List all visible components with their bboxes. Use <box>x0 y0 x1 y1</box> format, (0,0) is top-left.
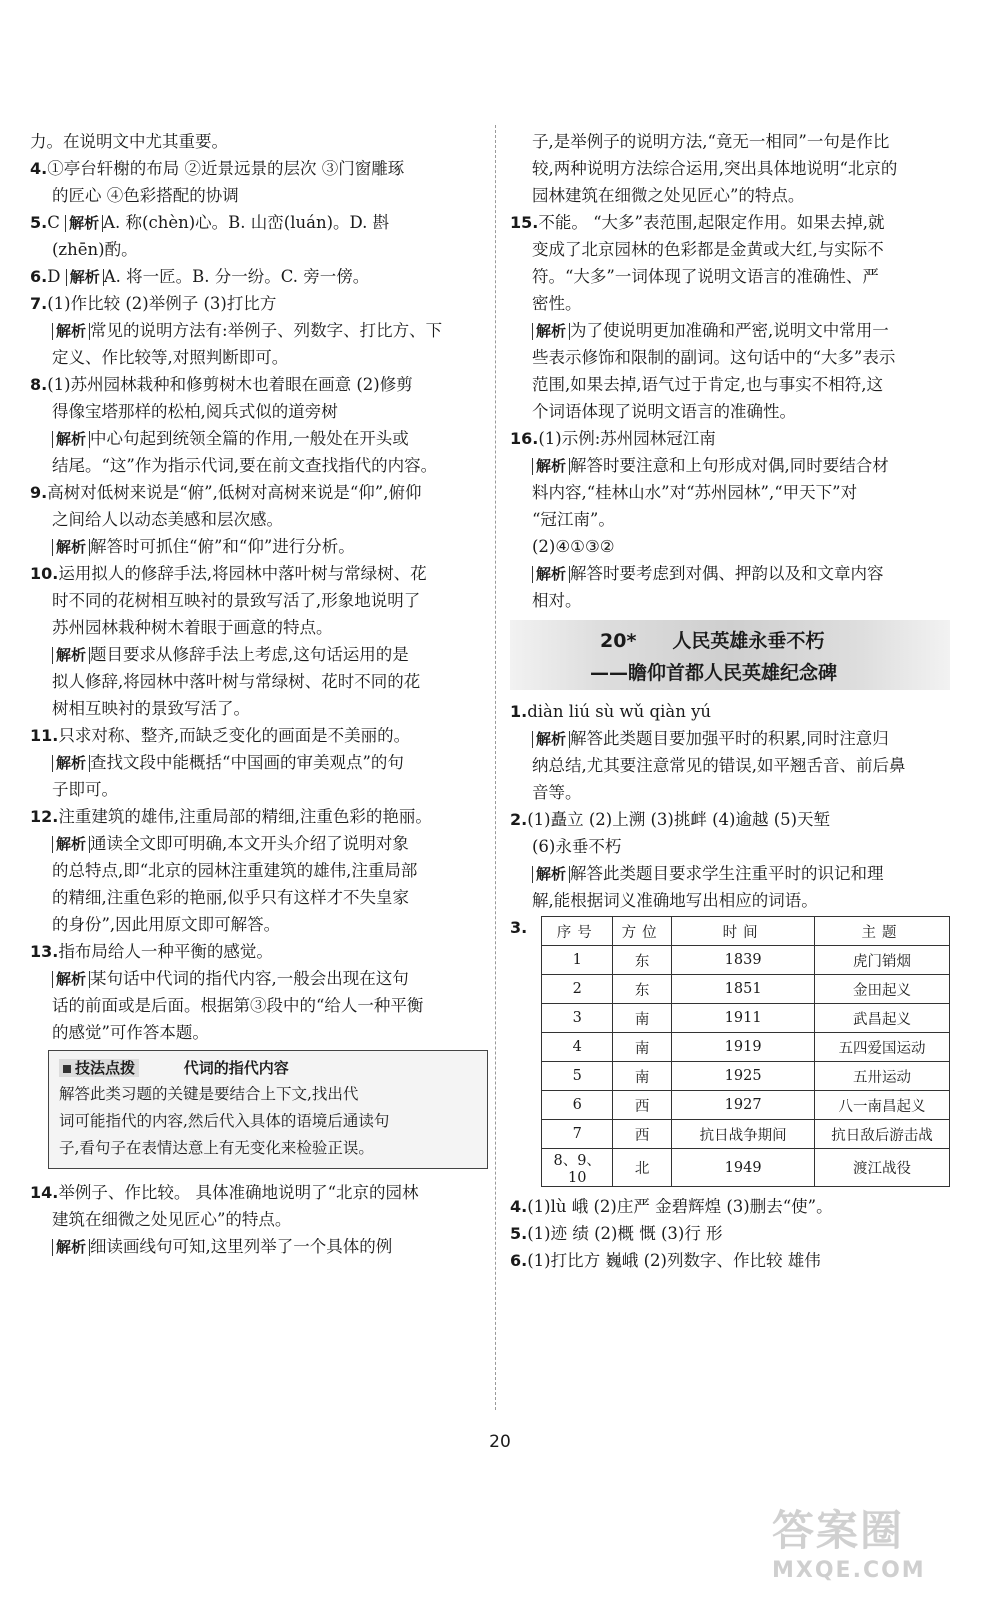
answer-text: 树相互映衬的景致写活了。 <box>52 699 250 718</box>
table-cell: 1839 <box>672 946 815 975</box>
question-number: 11. <box>30 726 59 745</box>
table-row <box>542 975 950 1004</box>
answer-line <box>30 857 492 884</box>
answer-text: (1)苏州园林栽种和修剪树木也着眼在画意 (2)修剪 <box>47 375 413 394</box>
question-number: 16. <box>510 429 539 448</box>
answer-text: 的匠心 ④色彩搭配的协调 <box>52 186 239 205</box>
answer-text: 范围,如果去掉,语气过于肯定,也与事实不相符,这 <box>532 375 883 394</box>
answer-line <box>30 371 492 398</box>
question-3-block <box>510 914 950 1193</box>
answer-line <box>30 776 492 803</box>
question-number: 6. <box>510 1251 528 1270</box>
answer-text: 料内容,“桂林山水”对“苏州园林”,“甲天下”对 <box>532 483 858 502</box>
table-cell: 1919 <box>672 1033 815 1062</box>
right-answers-mid <box>510 698 950 914</box>
right-answers-bottom <box>510 1193 950 1274</box>
answer-line <box>30 938 492 965</box>
answer-line <box>30 1179 492 1206</box>
table-header-cell: 主题 <box>815 917 950 946</box>
answer-line <box>510 698 950 725</box>
section-subtitle: ——瞻仰首都人民英雄纪念碑 <box>590 662 838 684</box>
tip-line: 子,看句子在表情达意上有无变化来检验正误。 <box>59 1139 374 1157</box>
answer-line <box>30 209 492 236</box>
answer-line <box>30 236 492 263</box>
analysis-tag: 解析 <box>52 1239 90 1256</box>
answer-line <box>510 1247 950 1274</box>
analysis-tag: 解析 <box>532 566 570 583</box>
answer-line <box>510 290 950 317</box>
answer-line <box>30 560 492 587</box>
table-row <box>542 946 950 975</box>
answer-text: 些表示修饰和限制的副词。这句话中的“大多”表示 <box>532 348 896 367</box>
answer-text: 园林建筑在细微之处见匠心”的特点。 <box>532 186 805 205</box>
answer-text: 密性。 <box>532 294 582 313</box>
answer-line <box>30 722 492 749</box>
table-row <box>542 1120 950 1149</box>
answer-line <box>510 263 950 290</box>
left-answers-bottom <box>30 1179 492 1260</box>
answer-line <box>30 911 492 938</box>
answer-line <box>510 1193 950 1220</box>
table-cell: 抗日战争期间 <box>672 1120 815 1149</box>
analysis-tag: 解析 <box>52 755 90 772</box>
table-cell: 4 <box>542 1033 613 1062</box>
answer-line <box>30 830 492 857</box>
answer-line <box>30 263 492 290</box>
answer-line <box>30 128 492 155</box>
analysis-text: 题目要求从修辞手法上考虑,这句话运用的是 <box>90 645 409 664</box>
answer-text: ①亭台轩榭的布局 ②近景远景的层次 ③门窗雕琢 <box>47 159 405 178</box>
analysis-tag: 解析 <box>532 731 570 748</box>
tip-line: 词可能指代的内容,然后代入具体的语境后通读句 <box>59 1112 390 1130</box>
left-answers-top <box>30 128 492 1046</box>
question-number: 8. <box>30 375 48 394</box>
answer-line <box>510 317 950 344</box>
answer-line <box>30 425 492 452</box>
question-number: 2. <box>510 810 528 829</box>
answer-line <box>510 506 950 533</box>
analysis-tag: 解析 <box>532 323 570 340</box>
analysis-tag: 解析 <box>52 539 90 556</box>
analysis-text: 中心句起到统领全篇的作用,一般处在开头或 <box>90 429 409 448</box>
answer-text: “冠江南”。 <box>532 510 615 529</box>
question-number: 6. <box>30 267 48 286</box>
analysis-tag: 解析 <box>52 971 90 988</box>
answer-text: 的精细,注重色彩的艳丽,似乎只有这样才不失皇家 <box>52 888 409 907</box>
answer-text: (2)④①③② <box>532 537 615 556</box>
answer-text: D <box>47 267 66 286</box>
table-cell: 2 <box>542 975 613 1004</box>
analysis-text: A. 将一匠。B. 分一纷。C. 旁一傍。 <box>103 267 370 286</box>
answer-line <box>510 1220 950 1247</box>
answer-line <box>30 884 492 911</box>
analysis-tag: 解析 <box>65 215 103 232</box>
answer-line <box>510 833 950 860</box>
analysis-tag: 解析 <box>532 458 570 475</box>
question-number: 10. <box>30 564 59 583</box>
answer-line <box>30 398 492 425</box>
table-cell: 渡江战役 <box>815 1149 950 1187</box>
answer-text: 之间给人以动态美感和层次感。 <box>52 510 283 529</box>
answer-text: (1)矗立 (2)上溯 (3)挑衅 (4)逾越 (5)天堑 <box>527 810 831 829</box>
answer-text: 建筑在细微之处见匠心”的特点。 <box>52 1210 292 1229</box>
answer-line <box>30 479 492 506</box>
analysis-text: 通读全文即可明确,本文开头介绍了说明对象 <box>90 834 409 853</box>
answer-line <box>510 887 950 914</box>
table-cell: 1949 <box>672 1149 815 1187</box>
answer-text: 举例子、作比较。 具体准确地说明了“北京的园林 <box>58 1183 419 1202</box>
answer-text: C <box>47 213 66 232</box>
answer-text: 的感觉”可作答本题。 <box>52 1023 209 1042</box>
section-heading <box>510 620 950 690</box>
answer-line <box>510 128 950 155</box>
analysis-text: 解答此类题目要求学生注重平时的识记和理 <box>570 864 884 883</box>
analysis-text: 解答时要注意和上句形成对偶,同时要结合材 <box>570 456 889 475</box>
answer-line <box>510 398 950 425</box>
question-number: 15. <box>510 213 539 232</box>
right-column <box>510 128 950 1274</box>
answer-text: 定义、作比较等,对照判断即可。 <box>52 348 289 367</box>
tip-title: 代词的指代内容 <box>183 1059 289 1077</box>
table-cell: 虎门销烟 <box>815 946 950 975</box>
answer-text: 个词语体现了说明文语言的准确性。 <box>532 402 796 421</box>
table-cell: 北 <box>613 1149 672 1187</box>
answer-text: 较,两种说明方法综合运用,突出具体地说明“北京的 <box>532 159 898 178</box>
answer-line <box>510 452 950 479</box>
answer-line <box>510 725 950 752</box>
table-header-cell: 序号 <box>542 917 613 946</box>
table-row <box>542 1033 950 1062</box>
answer-line <box>510 236 950 263</box>
answer-line <box>30 290 492 317</box>
answer-text: 不能。 “大多”表范围,起限定作用。如果去掉,就 <box>538 213 885 232</box>
monument-table <box>541 916 950 1187</box>
answer-line <box>510 533 950 560</box>
table-row <box>542 1062 950 1091</box>
answer-line <box>30 614 492 641</box>
answer-text: 力。在说明文中尤其重要。 <box>30 132 228 151</box>
answer-text: 音等。 <box>532 783 582 802</box>
answer-text: (1)迹 绩 (2)概 慨 (3)行 形 <box>527 1224 723 1243</box>
answer-line <box>30 992 492 1019</box>
analysis-tag: 解析 <box>66 269 104 286</box>
tip-box <box>48 1050 488 1169</box>
answer-line <box>30 965 492 992</box>
question-number: 14. <box>30 1183 59 1202</box>
analysis-tag: 解析 <box>52 836 90 853</box>
table-cell: 金田起义 <box>815 975 950 1004</box>
answer-text: (zhēn)酌。 <box>52 240 138 259</box>
table-cell: 八一南昌起义 <box>815 1091 950 1120</box>
table-header-cell: 方位 <box>613 917 672 946</box>
analysis-tag: 解析 <box>532 866 570 883</box>
table-body <box>542 946 950 1187</box>
tip-label-text: 技法点拨 <box>75 1059 136 1077</box>
answer-line <box>30 695 492 722</box>
table-cell: 东 <box>613 946 672 975</box>
answer-text: 纳总结,尤其要注意常见的错误,如平翘舌音、前后鼻 <box>532 756 906 775</box>
tip-body <box>59 1081 477 1162</box>
table-cell: 8、9、10 <box>542 1149 613 1187</box>
page-number: 20 <box>489 1432 511 1452</box>
table-cell: 南 <box>613 1033 672 1062</box>
answer-line <box>510 344 950 371</box>
table-cell: 西 <box>613 1091 672 1120</box>
table-cell: 7 <box>542 1120 613 1149</box>
watermark-text: 答案圈 <box>772 1506 905 1555</box>
table-cell: 5 <box>542 1062 613 1091</box>
question-number: 1. <box>510 702 528 721</box>
table-row <box>542 1004 950 1033</box>
section-title-line <box>600 626 824 653</box>
table-cell: 1851 <box>672 975 815 1004</box>
answer-text: 的总特点,即“北京的园林注重建筑的雄伟,注重局部 <box>52 861 418 880</box>
analysis-tag: 解析 <box>52 647 90 664</box>
answer-text: 子,是举例子的说明方法,“竟无一相同”一句是作比 <box>532 132 890 151</box>
analysis-text: A. 称(chèn)心。B. 山峦(luán)。D. 斟 <box>103 213 390 232</box>
table-row <box>542 1149 950 1187</box>
answer-line <box>510 155 950 182</box>
answer-line <box>510 425 950 452</box>
answer-line <box>510 479 950 506</box>
answer-line <box>30 1233 492 1260</box>
analysis-tag: 解析 <box>52 323 90 340</box>
answer-line <box>30 749 492 776</box>
analysis-text: 常见的说明方法有:举例子、列数字、打比方、下 <box>90 321 443 340</box>
question-number: 4. <box>30 159 48 178</box>
answer-text: diàn liú sù wǔ qiàn yú <box>527 702 712 721</box>
analysis-text: 解答此类题目要加强平时的积累,同时注意归 <box>570 729 889 748</box>
answer-line <box>30 155 492 182</box>
answer-text: (1)示例:苏州园林冠江南 <box>538 429 716 448</box>
table-cell: 3 <box>542 1004 613 1033</box>
question-number: 7. <box>30 294 48 313</box>
analysis-tag: 解析 <box>52 431 90 448</box>
answer-line <box>30 1206 492 1233</box>
answer-text: 运用拟人的修辞手法,将园林中落叶树与常绿树、花 <box>58 564 427 583</box>
table-cell: 1 <box>542 946 613 975</box>
answer-line <box>30 668 492 695</box>
question-number: 9. <box>30 483 48 502</box>
answer-text: 相对。 <box>532 591 582 610</box>
answer-line <box>510 371 950 398</box>
answer-line <box>510 209 950 236</box>
analysis-text: 为了使说明更加准确和严密,说明文中常用一 <box>570 321 889 340</box>
square-icon <box>63 1065 71 1073</box>
table-cell: 1911 <box>672 1004 815 1033</box>
answer-text: (6)永垂不朽 <box>532 837 622 856</box>
analysis-text: 解答时可抓住“俯”和“仰”进行分析。 <box>90 537 355 556</box>
answer-text: (1)打比方 巍峨 (2)列数字、作比较 雄伟 <box>527 1251 821 1270</box>
section-title: 人民英雄永垂不朽 <box>672 630 825 652</box>
question-number: 4. <box>510 1197 528 1216</box>
table-cell: 西 <box>613 1120 672 1149</box>
answer-text: 结尾。“这”作为指示代词,要在前文查找指代的内容。 <box>52 456 438 475</box>
answer-line <box>30 452 492 479</box>
question-number: 3. <box>510 918 528 937</box>
answer-text: 只求对称、整齐,而缺乏变化的画面是不美丽的。 <box>58 726 411 745</box>
answer-text: 变成了北京园林的色彩都是金黄或大红,与实际不 <box>532 240 884 259</box>
table-cell: 东 <box>613 975 672 1004</box>
answer-line <box>510 182 950 209</box>
answer-line <box>30 1019 492 1046</box>
answer-text: 苏州园林栽种树木着眼于画意的特点。 <box>52 618 333 637</box>
question-number: 13. <box>30 942 59 961</box>
table-cell: 抗日敌后游击战 <box>815 1120 950 1149</box>
answer-text: 子即可。 <box>52 780 118 799</box>
tip-label <box>59 1059 139 1077</box>
answer-line <box>510 806 950 833</box>
answer-line <box>30 506 492 533</box>
table-cell: 1925 <box>672 1062 815 1091</box>
column-divider <box>495 125 496 1410</box>
analysis-text: 解答时要考虑到对偶、押韵以及和文章内容 <box>570 564 884 583</box>
right-answers-top <box>510 128 950 614</box>
tip-line: 解答此类习题的关键是要结合上下文,找出代 <box>59 1085 359 1103</box>
analysis-text: 细读画线句可知,这里列举了一个具体的例 <box>90 1237 393 1256</box>
question-number: 5. <box>30 213 48 232</box>
analysis-text: 某句话中代词的指代内容,一般会出现在这句 <box>90 969 409 988</box>
table-cell: 武昌起义 <box>815 1004 950 1033</box>
table-cell: 南 <box>613 1004 672 1033</box>
answer-text: 注重建筑的雄伟,注重局部的精细,注重色彩的艳丽。 <box>58 807 432 826</box>
answer-line <box>30 587 492 614</box>
answer-line <box>30 182 492 209</box>
table-cell: 南 <box>613 1062 672 1091</box>
watermark-url: MXQE.COM <box>772 1558 926 1583</box>
answer-text: 解,能根据词义准确地写出相应的词语。 <box>532 891 818 910</box>
answer-line <box>510 860 950 887</box>
watermark-logo <box>772 1498 972 1584</box>
table-cell: 五四爱国运动 <box>815 1033 950 1062</box>
answer-line <box>510 752 950 779</box>
table-row <box>542 1091 950 1120</box>
answer-line <box>30 344 492 371</box>
section-number: 20* <box>600 630 637 652</box>
answer-line <box>510 560 950 587</box>
answer-text: 得像宝塔那样的松柏,阅兵式似的道旁树 <box>52 402 338 421</box>
answer-text: 的身份”,因此用原文即可解答。 <box>52 915 281 934</box>
answer-text: 高树对低树来说是“俯”,低树对高树来说是“仰”,俯仰 <box>47 483 422 502</box>
table-header-cell: 时间 <box>672 917 815 946</box>
answer-text: 时不同的花树相互映衬的景致写活了,形象地说明了 <box>52 591 421 610</box>
table-cell: 1927 <box>672 1091 815 1120</box>
answer-text: (1)lù 峨 (2)庄严 金碧辉煌 (3)删去“使”。 <box>527 1197 833 1216</box>
answer-text: 指布局给人一种平衡的感觉。 <box>58 942 273 961</box>
left-column <box>30 128 492 1260</box>
answer-line <box>510 779 950 806</box>
answer-line <box>30 533 492 560</box>
answer-text: 拟人修辞,将园林中落叶树与常绿树、花时不同的花 <box>52 672 421 691</box>
answer-line <box>30 641 492 668</box>
answer-text: 话的前面或是后面。根据第③段中的“给人一种平衡 <box>52 996 424 1015</box>
table-cell: 五卅运动 <box>815 1062 950 1091</box>
question-number: 5. <box>510 1224 528 1243</box>
answer-text: 符。“大多”一词体现了说明文语言的准确性、严 <box>532 267 879 286</box>
answer-text: (1)作比较 (2)举例子 (3)打比方 <box>47 294 277 313</box>
analysis-text: 查找文段中能概括“中国画的审美观点”的句 <box>90 753 404 772</box>
tip-header <box>59 1055 477 1081</box>
table-header-row <box>542 917 950 946</box>
answer-line <box>510 587 950 614</box>
question-number: 12. <box>30 807 59 826</box>
answer-line <box>30 317 492 344</box>
answer-line <box>30 803 492 830</box>
table-cell: 6 <box>542 1091 613 1120</box>
